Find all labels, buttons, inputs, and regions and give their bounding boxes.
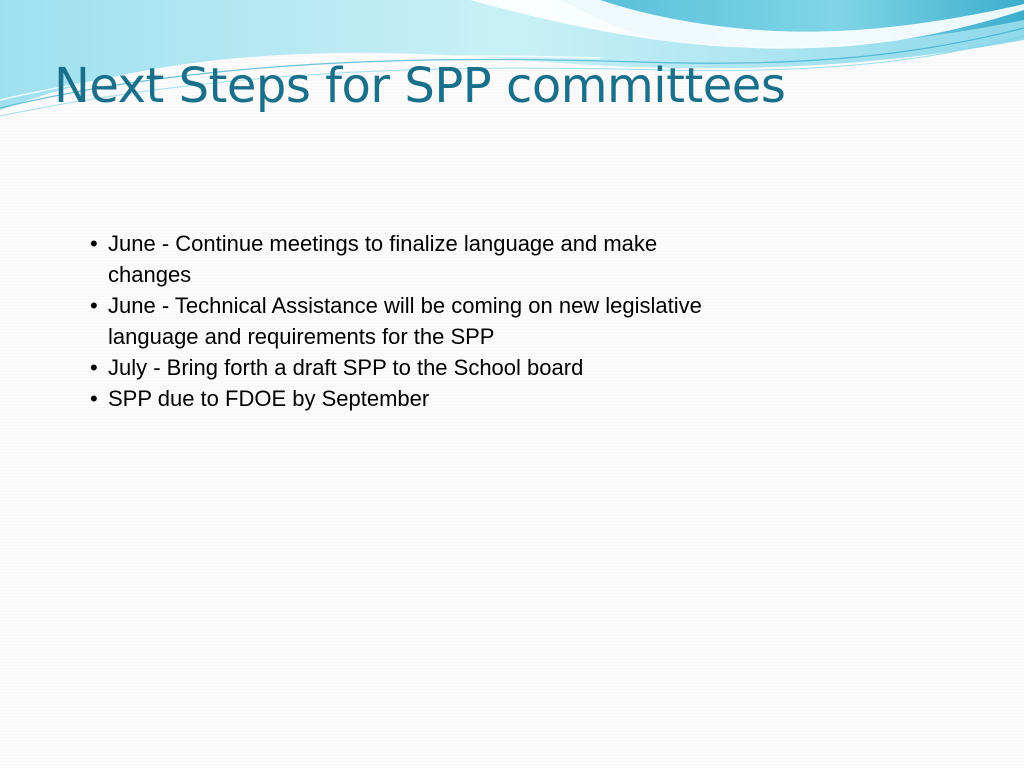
bullet-list — [86, 228, 706, 414]
list-item-text: SPP due to FDOE by September — [108, 386, 430, 411]
list-item — [86, 228, 706, 290]
bullet-icon: • — [90, 293, 98, 318]
list-item — [86, 290, 706, 352]
bullet-icon: • — [90, 386, 98, 411]
bullet-icon: • — [90, 355, 98, 380]
list-item-text: June - Technical Assistance will be coming on new legislative language and requirements for the SPP — [108, 293, 702, 349]
list-item-text: June - Continue meetings to finalize language and make changes — [108, 231, 658, 287]
slide-title: Next Steps for SPP committees — [54, 58, 786, 114]
list-item-text: July - Bring forth a draft SPP to the School board — [108, 355, 584, 380]
list-item — [86, 352, 706, 383]
bullet-icon: • — [90, 231, 98, 256]
list-item — [86, 383, 706, 414]
